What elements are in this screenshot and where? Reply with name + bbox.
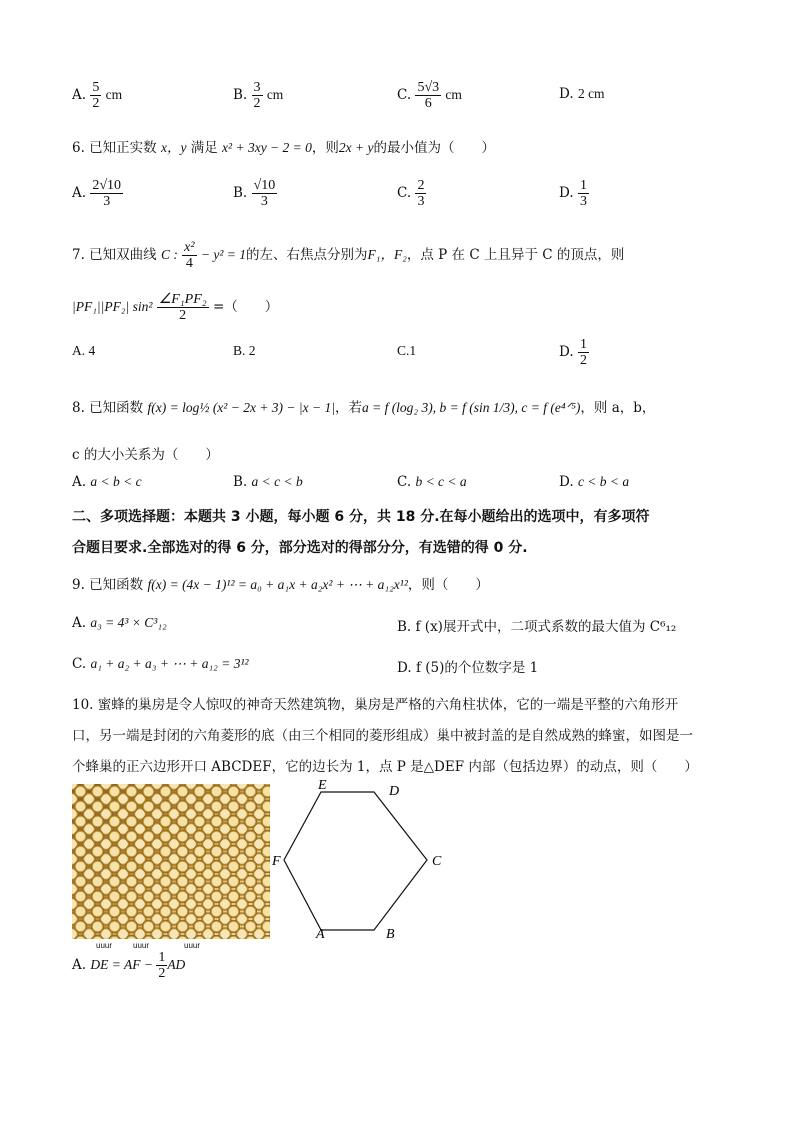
expression: |PF₁||PF₂| sin² [72, 299, 153, 314]
vector-expression: AD [167, 957, 186, 972]
option-label: B. [397, 619, 412, 635]
option-label: C. [397, 343, 410, 358]
vertex-label-f: F [272, 854, 281, 869]
q6-stem [72, 136, 495, 156]
q8-line2: c 的大小关系为（ ） [72, 447, 219, 463]
stem-text: 的最小值为（ ） [373, 140, 495, 156]
option-label: C. [72, 656, 87, 672]
arrow-mark: uuur [184, 941, 201, 950]
curve-name: C : [160, 247, 178, 262]
option-value: f (5)的个位数字是 1 [415, 660, 539, 676]
stem-text: 满足 [190, 140, 218, 156]
stem-text: ，则 [311, 140, 339, 156]
option-value: 2 [248, 343, 256, 358]
fraction [252, 80, 263, 111]
section-heading-line2: 合题目要求.全部选对的得 6 分，部分选对的得部分分，有选错的得 0 分. [72, 540, 528, 556]
fraction [578, 337, 589, 368]
equation: x² + 3xy − 2 = 0 [222, 140, 312, 155]
denominator: 2 [579, 353, 587, 368]
option-label: C. [397, 87, 412, 103]
stem-text: 6. 已知正实数 [72, 140, 157, 156]
stem-vars: x，y [160, 140, 187, 155]
vertex-label-c: C [432, 854, 442, 869]
numerator: ∠F₁PF₂ [158, 292, 207, 307]
fraction [156, 950, 167, 981]
q7-option-a [72, 343, 95, 359]
q5-option-b [233, 80, 283, 111]
stem-text: 8. 已知函数 [72, 400, 144, 416]
fraction [578, 178, 589, 209]
denominator: 3 [579, 194, 587, 209]
option-value: 2 cm [577, 86, 605, 101]
equation: − y² = 1 [200, 247, 246, 262]
q7-line2 [72, 292, 278, 323]
option-value: 4 [88, 343, 96, 358]
section-heading-line1: 二、多项选择题：本题共 3 小题，每小题 6 分，共 18 分.在每小题给出的选项中，有多项符 [72, 509, 650, 525]
denominator: 2 [92, 96, 100, 111]
denominator: 2 [158, 966, 166, 981]
option-label: A. [72, 185, 87, 201]
denominator: 3 [260, 194, 268, 209]
option-value: c < b < a [577, 474, 630, 489]
fraction [90, 80, 101, 111]
q10-option-a [72, 950, 185, 981]
option-label: A. [72, 474, 87, 490]
denominator: 3 [103, 194, 111, 209]
q6-option-d [559, 178, 589, 209]
q6-option-c [397, 178, 426, 209]
q6-option-a [72, 178, 123, 209]
numerator: 5√3 [417, 80, 440, 95]
stem-text: =（ ） [212, 299, 279, 315]
option-label: A. [72, 615, 87, 631]
option-label: A. [72, 957, 87, 973]
option-label: D. [559, 185, 574, 201]
q5-option-a [72, 80, 122, 111]
q9-option-b [397, 615, 676, 635]
honeycomb-photo [72, 784, 270, 939]
option-label: D. [559, 86, 574, 102]
vertex-label-a: A [316, 927, 325, 942]
q10-line2: 口，另一端是封闭的六角菱形的底（由三个相同的菱形组成）巢中被封盖的是自然成熟的蜂蜜，如图是一 [72, 728, 693, 744]
q9-option-c [72, 656, 249, 672]
q7-stem [72, 240, 624, 271]
stem-text: ，则 a，b， [580, 400, 656, 416]
numerator: 3 [253, 80, 261, 95]
hexagon-diagram [272, 780, 452, 945]
unit: cm [266, 87, 284, 102]
option-label: A. [72, 343, 86, 358]
numerator: 2√10 [92, 178, 122, 193]
c-definition: , c = f (e⁴ᐟ⁵) [514, 400, 581, 415]
stem-text: ，点 P 在 C 上且异于 C 的顶点，则 [406, 247, 625, 263]
q5-option-d [559, 86, 605, 102]
denominator: 6 [424, 96, 432, 111]
unit: cm [445, 87, 462, 102]
option-value: a < c < b [251, 474, 303, 489]
numerator: x² [184, 240, 195, 255]
fraction [182, 240, 196, 271]
q10-line3: 个蜂巢的正六边形开口 ABCDEF，它的边长为 1，点 P 是△DEF 内部（包括边界）的动点，则（ ） [72, 759, 698, 775]
stem-text: 的左、右焦点分别为 [246, 247, 368, 263]
a-definition: a = f (log₂ 3) [361, 400, 433, 415]
foci: F₁，F₂ [367, 247, 407, 262]
q7-option-d [559, 337, 589, 368]
fraction [252, 178, 278, 209]
q5-option-c [397, 80, 462, 111]
option-value: a₁ + a₂ + a₃ + ⋯ + a₁₂ = 3¹² [90, 656, 249, 671]
vertex-label-d: D [389, 784, 400, 799]
q9-option-a [72, 615, 167, 631]
option-label: D. [559, 474, 574, 490]
denominator: 3 [417, 194, 425, 209]
q7-option-c [397, 343, 416, 359]
expression: 2x + y [338, 140, 374, 155]
option-label: D. [559, 344, 574, 360]
function-definition: f(x) = (4x − 1)¹² = a₀ + a₁x + a₂x² + ⋯ + a₁₂x¹² [147, 577, 408, 592]
option-value: 1 [409, 343, 417, 358]
option-value: a < b < c [90, 474, 142, 489]
option-label: B. [233, 185, 248, 201]
fraction [415, 178, 426, 209]
unit: cm [105, 87, 123, 102]
q10-line1: 10. 蜜蜂的巢房是令人惊叹的神奇天然建筑物，巢房是严格的六角柱状体，它的一端是平整的六角形开 [72, 697, 679, 713]
option-label: A. [72, 87, 87, 103]
option-label: C. [397, 185, 412, 201]
option-value: a₃ = 4³ × C³₁₂ [90, 615, 167, 630]
vertex-label-b: B [386, 927, 395, 942]
numerator: 1 [579, 337, 587, 352]
option-label: C. [397, 474, 412, 490]
q8-option-c [397, 474, 467, 490]
q7-option-b [233, 343, 256, 359]
q8-option-d [559, 474, 629, 490]
option-value: b < c < a [415, 474, 467, 489]
hexagon-outline [284, 792, 427, 930]
option-label: B. [233, 343, 246, 358]
q8-option-a [72, 474, 142, 490]
stem-text: ，则（ ） [407, 577, 489, 593]
fraction [157, 292, 209, 323]
q9-option-d [397, 656, 538, 676]
denominator: 2 [253, 96, 261, 111]
option-label: B. [233, 474, 248, 490]
option-label: D. [397, 660, 412, 676]
numerator: 1 [158, 950, 166, 965]
numerator: 5 [92, 80, 100, 95]
option-value: f (x)展开式中，二项式系数的最大值为 C⁶₁₂ [415, 619, 677, 635]
q6-option-b [233, 178, 277, 209]
q9-stem [72, 573, 489, 593]
function-definition: f(x) = log½ (x² − 2x + 3) − |x − 1| [147, 400, 335, 415]
numerator: √10 [253, 178, 276, 193]
q8-option-b [233, 474, 303, 490]
fraction [90, 178, 123, 209]
fraction [415, 80, 441, 111]
denominator: 4 [185, 256, 193, 271]
arrow-mark: uuur [96, 941, 113, 950]
option-label: B. [233, 87, 248, 103]
b-definition: , b = f (sin 1/3) [432, 400, 515, 415]
stem-text: ，若 [334, 400, 362, 416]
numerator: 1 [579, 178, 587, 193]
stem-text: 9. 已知函数 [72, 577, 144, 593]
q8-stem [72, 396, 655, 416]
arrow-mark: uuur [133, 941, 150, 950]
vertex-label-e: E [318, 780, 327, 793]
numerator: 2 [417, 178, 425, 193]
stem-text: 7. 已知双曲线 [72, 247, 157, 263]
denominator: 2 [179, 308, 187, 323]
vector-expression: DE = AF − [90, 957, 157, 972]
